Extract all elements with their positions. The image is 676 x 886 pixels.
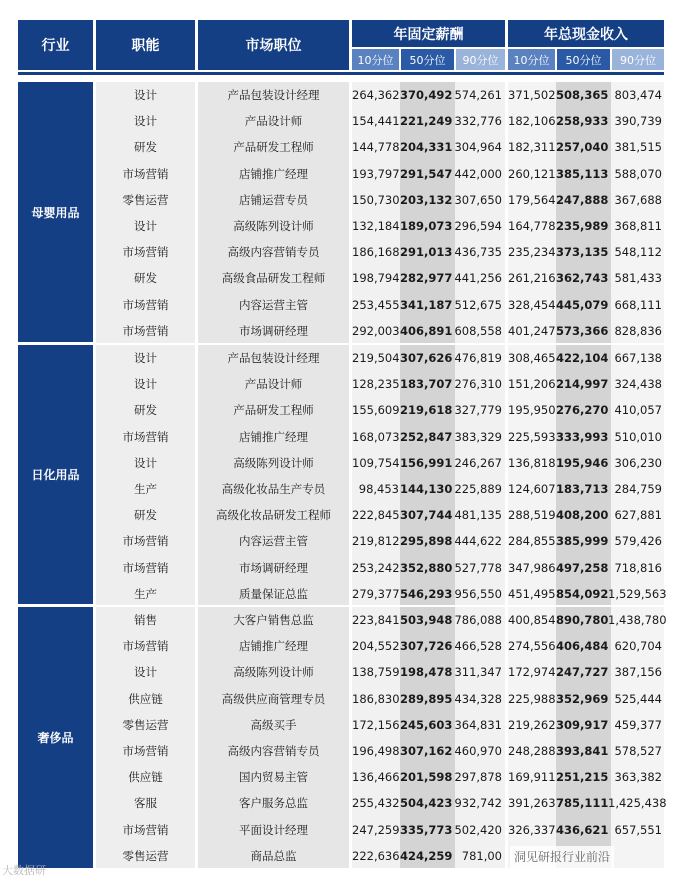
position-cell: 店铺推广经理 xyxy=(239,429,308,444)
position-cell: 国内贸易主管 xyxy=(239,770,308,785)
fixed-p90-cell: 527,778 xyxy=(454,560,502,575)
cash-p90-cell: 284,759 xyxy=(614,482,662,496)
position-cell: 高级陈列设计师 xyxy=(233,455,314,470)
fixed-p50-cell: 341,187 xyxy=(400,297,453,312)
cash-p10-cell: 261,216 xyxy=(508,271,556,286)
table-row xyxy=(0,345,676,371)
fixed-p10-cell: 172,156 xyxy=(352,717,400,732)
cash-p50-cell: 436,621 xyxy=(556,822,609,837)
table-row xyxy=(0,607,676,633)
fixed-p90-cell: 444,622 xyxy=(454,534,502,549)
fixed-p10-cell: 204,552 xyxy=(352,639,400,654)
cash-p90-cell: 627,881 xyxy=(614,508,662,523)
cash-p10-header: 10分位 xyxy=(508,49,555,70)
cash-p10-cell: 195,950 xyxy=(508,403,556,418)
cash-p90-cell: 828,836 xyxy=(614,323,662,338)
cash-p50-cell: 890,780 xyxy=(556,613,609,627)
table-row xyxy=(0,790,676,816)
position-cell: 质量保证总监 xyxy=(239,586,308,601)
cash-p10-cell: 219,262 xyxy=(508,717,556,732)
function-cell: 市场营销 xyxy=(122,166,169,181)
cash-p50-cell: 393,841 xyxy=(556,744,609,758)
cash-p50-cell: 854,092 xyxy=(556,586,609,601)
fixed-p10-cell: 98,453 xyxy=(358,482,399,496)
fixed-p50-cell: 546,293 xyxy=(400,586,453,601)
table-row xyxy=(0,817,676,843)
fixed-p10-cell: 253,242 xyxy=(352,560,400,575)
cash-p90-cell: 368,811 xyxy=(614,219,662,233)
cash-p90-cell: 579,426 xyxy=(614,534,662,549)
position-cell: 高级陈列设计师 xyxy=(233,665,314,680)
table-row xyxy=(0,213,676,239)
header-rule xyxy=(18,72,664,75)
position-cell: 高级内容营销专员 xyxy=(227,245,320,260)
cash-p10-cell: 248,288 xyxy=(508,744,556,758)
cash-p90-cell: 588,070 xyxy=(614,166,662,181)
table-row xyxy=(0,712,676,738)
cash-p10-cell: 400,854 xyxy=(508,613,556,627)
cash-p90-cell: 578,527 xyxy=(614,744,662,758)
fixed-p50-cell: 219,618 xyxy=(400,403,453,418)
cash-p90-cell: 718,816 xyxy=(614,560,662,575)
table-row xyxy=(0,292,676,318)
function-cell: 销售 xyxy=(134,613,157,627)
function-cell: 市场营销 xyxy=(122,534,169,549)
function-cell: 供应链 xyxy=(128,691,163,706)
fixed-p50-cell: 307,744 xyxy=(400,508,453,523)
cash-p10-cell: 328,454 xyxy=(508,297,556,312)
cash-p50-cell: 251,215 xyxy=(556,770,609,785)
function-cell: 设计 xyxy=(134,665,157,680)
function-cell: 研发 xyxy=(134,403,157,418)
cash-p10-cell: 371,502 xyxy=(508,88,556,102)
fixed-p10-cell: 109,754 xyxy=(352,455,400,470)
cash-p90-cell: 459,377 xyxy=(614,717,662,732)
cash-p50-cell: 235,989 xyxy=(556,219,609,233)
fixed-p90-cell: 460,970 xyxy=(454,744,502,758)
fixed-p50-cell: 424,259 xyxy=(400,848,453,863)
cash-p10-cell: 347,986 xyxy=(508,560,556,575)
fixed-p50-cell: 282,977 xyxy=(400,271,453,286)
function-cell: 市场营销 xyxy=(122,639,169,654)
function-cell: 市场营销 xyxy=(122,323,169,338)
cash-p50-cell: 195,946 xyxy=(556,455,609,470)
function-column-header: 职能 xyxy=(96,20,195,70)
cash-p90-cell: 668,111 xyxy=(614,297,662,312)
function-cell: 设计 xyxy=(134,114,157,129)
fixed-p50-cell: 504,423 xyxy=(400,796,453,811)
cash-p90-cell: 306,230 xyxy=(614,455,662,470)
fixed-p90-cell: 332,776 xyxy=(454,114,502,129)
position-cell: 产品设计师 xyxy=(244,114,303,129)
fixed-p10-cell: 223,841 xyxy=(352,613,400,627)
fixed-p90-cell: 502,420 xyxy=(454,822,502,837)
fixed-p50-cell: 183,707 xyxy=(400,377,453,392)
fixed-p90-cell: 608,558 xyxy=(454,323,502,338)
fixed-p50-cell: 252,847 xyxy=(400,429,453,444)
table-row xyxy=(0,450,676,476)
function-cell: 设计 xyxy=(134,351,157,365)
cash-p10-cell: 136,818 xyxy=(508,455,556,470)
fixed-p10-cell: 222,845 xyxy=(352,508,400,523)
table-row xyxy=(0,686,676,712)
table-row xyxy=(0,187,676,213)
fixed-p90-cell: 327,779 xyxy=(454,403,502,418)
function-cell: 市场营销 xyxy=(122,822,169,837)
cash-p10-cell: 151,206 xyxy=(508,377,556,392)
fixed-p10-cell: 219,504 xyxy=(352,351,400,365)
cash-p50-header: 50分位 xyxy=(557,49,610,70)
table-row xyxy=(0,738,676,764)
watermark-left: 大数据研 xyxy=(2,864,46,877)
fixed-p90-cell: 476,819 xyxy=(454,351,502,365)
fixed-p10-cell: 186,830 xyxy=(352,691,400,706)
position-cell: 高级内容营销专员 xyxy=(227,744,320,758)
fixed-p50-cell: 189,073 xyxy=(400,219,453,233)
position-cell: 高级化妆品研发工程师 xyxy=(216,508,331,523)
fixed-p50-cell: 307,162 xyxy=(400,744,453,758)
fixed-p10-cell: 136,466 xyxy=(352,770,400,785)
cash-p10-cell: 172,974 xyxy=(508,665,556,680)
cash-p90-cell: 367,688 xyxy=(614,192,662,207)
position-cell: 产品包装设计经理 xyxy=(227,351,320,365)
fixed-p50-cell: 307,726 xyxy=(400,639,453,654)
fixed-p10-cell: 193,797 xyxy=(352,166,400,181)
cash-p50-cell: 352,969 xyxy=(556,691,609,706)
fixed-p10-cell: 264,362 xyxy=(352,88,400,102)
table-row xyxy=(0,82,676,108)
cash-p10-cell: 235,234 xyxy=(508,245,556,260)
cash-p50-cell: 309,917 xyxy=(556,717,609,732)
fixed-p10-cell: 198,794 xyxy=(352,271,400,286)
fixed-p90-cell: 436,735 xyxy=(454,245,502,260)
cash-p10-cell: 225,593 xyxy=(508,429,556,444)
table-row xyxy=(0,633,676,659)
cash-p50-cell: 373,135 xyxy=(556,245,609,260)
fixed-p10-cell: 247,259 xyxy=(352,822,400,837)
table-row xyxy=(0,161,676,187)
cash-p10-cell: 169,911 xyxy=(508,770,556,785)
table-row xyxy=(0,265,676,291)
cash-p90-cell: 1,529,563 xyxy=(608,586,667,601)
cash-p90-cell: 510,010 xyxy=(614,429,662,444)
position-cell: 高级陈列设计师 xyxy=(233,219,314,233)
fixed-p90-cell: 512,675 xyxy=(454,297,502,312)
table-row xyxy=(0,108,676,134)
cash-p10-cell: 391,263 xyxy=(508,796,556,811)
fixed-p90-cell: 304,964 xyxy=(454,140,502,155)
fixed-p50-cell: 201,598 xyxy=(400,770,453,785)
fixed-p10-cell: 196,498 xyxy=(352,744,400,758)
cash-p50-cell: 497,258 xyxy=(556,560,609,575)
fixed-p10-cell: 154,441 xyxy=(352,114,400,129)
function-cell: 零售运营 xyxy=(122,717,169,732)
cash-p10-cell: 182,311 xyxy=(508,140,556,155)
cash-p50-cell: 276,270 xyxy=(556,403,609,418)
cash-p90-header: 90分位 xyxy=(612,49,664,70)
table-row xyxy=(0,371,676,397)
position-cell: 内容运营主管 xyxy=(239,297,308,312)
position-cell: 平面设计经理 xyxy=(239,822,308,837)
cash-p90-cell: 387,156 xyxy=(614,665,662,680)
fixed-p50-cell: 307,626 xyxy=(400,351,453,365)
fixed-p90-cell: 296,594 xyxy=(454,219,502,233)
fixed-p10-cell: 138,759 xyxy=(352,665,400,680)
fixed-p10-cell: 168,073 xyxy=(352,429,400,444)
fixed-p90-cell: 311,347 xyxy=(454,665,502,680)
position-cell: 客户服务总监 xyxy=(239,796,308,811)
position-cell: 市场调研经理 xyxy=(239,323,308,338)
function-cell: 市场营销 xyxy=(122,560,169,575)
fixed-p50-cell: 291,013 xyxy=(400,245,453,260)
cash-p50-cell: 247,727 xyxy=(556,665,609,680)
function-cell: 研发 xyxy=(134,140,157,155)
table-row xyxy=(0,659,676,685)
function-cell: 设计 xyxy=(134,88,157,102)
fixed-p50-cell: 406,891 xyxy=(400,323,453,338)
fixed-p10-cell: 219,812 xyxy=(352,534,400,549)
fixed-p10-header: 10分位 xyxy=(352,49,399,70)
cash-p50-cell: 422,104 xyxy=(556,351,609,365)
position-cell: 产品研发工程师 xyxy=(233,403,314,418)
fixed-p90-cell: 481,135 xyxy=(454,508,502,523)
position-cell: 市场调研经理 xyxy=(239,560,308,575)
table-row xyxy=(0,764,676,790)
cash-p10-cell: 274,556 xyxy=(508,639,556,654)
position-cell: 高级买手 xyxy=(250,717,297,732)
fixed-p10-cell: 292,003 xyxy=(352,323,400,338)
fixed-p10-cell: 150,730 xyxy=(352,192,400,207)
table-row xyxy=(0,318,676,344)
cash-p10-cell: 164,778 xyxy=(508,219,556,233)
fixed-p10-cell: 255,432 xyxy=(352,796,400,811)
cash-p10-cell: 260,121 xyxy=(508,166,556,181)
position-cell: 店铺推广经理 xyxy=(239,639,308,654)
function-cell: 客服 xyxy=(134,796,157,811)
fixed-p90-cell: 441,256 xyxy=(454,271,502,286)
fixed-p90-cell: 442,000 xyxy=(454,166,502,181)
fixed-p10-cell: 128,235 xyxy=(352,377,400,392)
cash-p10-cell: 401,247 xyxy=(508,323,556,338)
cash-p50-cell: 573,366 xyxy=(556,323,609,338)
cash-p10-cell: 308,465 xyxy=(508,351,556,365)
industry-label-luxury: 奢侈品 xyxy=(18,607,93,868)
cash-p50-cell: 508,365 xyxy=(556,88,609,102)
fixed-p10-cell: 186,168 xyxy=(352,245,400,260)
cash-p50-cell: 214,997 xyxy=(556,377,609,392)
position-cell: 店铺运营专员 xyxy=(239,192,308,207)
fixed-p50-cell: 144,130 xyxy=(400,482,453,496)
fixed-p90-cell: 246,267 xyxy=(454,455,502,470)
fixed-p50-cell: 204,331 xyxy=(400,140,453,155)
fixed-p50-cell: 503,948 xyxy=(400,613,453,627)
table-row xyxy=(0,424,676,450)
cash-p90-cell: 657,551 xyxy=(614,822,662,837)
cash-p10-cell: 225,988 xyxy=(508,691,556,706)
total-cash-header: 年总现金收入 xyxy=(508,20,664,47)
fixed-p90-cell: 307,650 xyxy=(454,192,502,207)
position-cell: 商品总监 xyxy=(250,848,297,863)
fixed-p10-cell: 279,377 xyxy=(352,586,400,601)
fixed-p90-cell: 956,550 xyxy=(454,586,502,601)
position-cell: 高级供应商管理专员 xyxy=(221,691,326,706)
function-cell: 生产 xyxy=(134,586,157,601)
cash-p50-cell: 247,888 xyxy=(556,192,609,207)
fixed-p50-cell: 370,492 xyxy=(400,88,453,102)
table-row xyxy=(0,134,676,160)
cash-p90-cell: 381,515 xyxy=(614,140,662,155)
function-cell: 研发 xyxy=(134,271,157,286)
cash-p90-cell: 1,438,780 xyxy=(608,613,667,627)
position-cell: 产品研发工程师 xyxy=(233,140,314,155)
cash-p50-cell: 408,200 xyxy=(556,508,609,523)
fixed-p90-cell: 364,831 xyxy=(454,717,502,732)
position-cell: 大客户销售总监 xyxy=(233,613,314,627)
fixed-p90-cell: 434,328 xyxy=(454,691,502,706)
fixed-p90-cell: 383,329 xyxy=(454,429,502,444)
fixed-p10-cell: 155,609 xyxy=(352,403,400,418)
position-cell: 产品包装设计经理 xyxy=(227,88,320,102)
fixed-p90-cell: 786,088 xyxy=(454,613,502,627)
function-cell: 市场营销 xyxy=(122,297,169,312)
cash-p90-cell: 803,474 xyxy=(614,88,662,102)
fixed-p90-cell: 297,878 xyxy=(454,770,502,785)
fixed-p50-cell: 203,132 xyxy=(400,192,453,207)
cash-p90-cell: 1,425,438 xyxy=(608,796,667,811)
fixed-p90-cell: 466,528 xyxy=(454,639,502,654)
position-column-header: 市场职位 xyxy=(198,20,349,70)
position-cell: 店铺推广经理 xyxy=(239,166,308,181)
function-cell: 设计 xyxy=(134,219,157,233)
table-row xyxy=(0,502,676,528)
fixed-p10-cell: 144,778 xyxy=(352,140,400,155)
cash-p10-cell: 124,607 xyxy=(508,482,556,496)
cash-p90-cell: 548,112 xyxy=(614,245,662,260)
cash-p90-cell: 410,057 xyxy=(614,403,662,418)
cash-p10-cell: 288,519 xyxy=(508,508,556,523)
function-cell: 零售运营 xyxy=(122,192,169,207)
cash-p90-cell: 667,138 xyxy=(614,351,662,365)
cash-p90-cell: 363,382 xyxy=(614,770,662,785)
cash-p50-cell: 445,079 xyxy=(556,297,609,312)
function-cell: 研发 xyxy=(134,508,157,523)
cash-p50-cell: 333,993 xyxy=(556,429,609,444)
fixed-p90-cell: 276,310 xyxy=(454,377,502,392)
position-cell: 高级化妆品生产专员 xyxy=(221,482,326,496)
fixed-p50-cell: 335,773 xyxy=(400,822,453,837)
fixed-p50-cell: 245,603 xyxy=(400,717,453,732)
function-cell: 市场营销 xyxy=(122,744,169,758)
cash-p10-cell: 451,495 xyxy=(508,586,556,601)
cash-p50-cell: 385,999 xyxy=(556,534,609,549)
cash-p90-cell: 525,444 xyxy=(614,691,662,706)
fixed-p50-cell: 198,478 xyxy=(400,665,453,680)
cash-p50-cell: 257,040 xyxy=(556,140,609,155)
fixed-p10-cell: 132,184 xyxy=(352,219,400,233)
fixed-p90-cell: 781,00 xyxy=(461,848,502,863)
table-row xyxy=(0,397,676,423)
cash-p50-cell: 258,933 xyxy=(556,114,609,129)
fixed-p50-cell: 156,991 xyxy=(400,455,453,470)
cash-p50-cell: 183,713 xyxy=(556,482,609,496)
position-cell: 高级食品研发工程师 xyxy=(221,271,326,286)
fixed-p90-cell: 574,261 xyxy=(454,88,502,102)
fixed-p50-cell: 221,249 xyxy=(400,114,453,129)
position-cell: 内容运营主管 xyxy=(239,534,308,549)
fixed-p50-cell: 352,880 xyxy=(400,560,453,575)
function-cell: 供应链 xyxy=(128,770,163,785)
function-cell: 生产 xyxy=(134,482,157,496)
cash-p90-cell: 620,704 xyxy=(614,639,662,654)
cash-p10-cell: 179,564 xyxy=(508,192,556,207)
fixed-p50-cell: 289,895 xyxy=(400,691,453,706)
cash-p90-cell xyxy=(608,843,662,869)
function-cell: 市场营销 xyxy=(122,245,169,260)
fixed-p10-cell: 253,455 xyxy=(352,297,400,312)
function-cell: 设计 xyxy=(134,377,157,392)
watermark-right: 洞见研报行业前沿 xyxy=(510,846,614,868)
cash-p90-cell: 390,739 xyxy=(614,114,662,129)
cash-p10-cell: 284,855 xyxy=(508,534,556,549)
table-row xyxy=(0,528,676,554)
cash-p90-cell: 581,433 xyxy=(614,271,662,286)
cash-p50-cell: 406,484 xyxy=(556,639,609,654)
fixed-p90-cell: 225,889 xyxy=(454,482,502,496)
fixed-p50-cell: 291,547 xyxy=(400,166,453,181)
cash-p10-cell: 326,337 xyxy=(508,822,556,837)
fixed-p90-header: 90分位 xyxy=(456,49,505,70)
table-row xyxy=(0,239,676,265)
cash-p50-cell: 362,743 xyxy=(556,271,609,286)
cash-p10-cell: 182,106 xyxy=(508,114,556,129)
fixed-p90-cell: 932,742 xyxy=(454,796,502,811)
industry-label-maternal: 母婴用品 xyxy=(18,82,93,342)
fixed-p50-header: 50分位 xyxy=(401,49,454,70)
fixed-p10-cell: 222,636 xyxy=(352,848,400,863)
function-cell: 零售运营 xyxy=(122,848,169,863)
industry-label-daily-chemical: 日化用品 xyxy=(18,345,93,604)
industry-column-header: 行业 xyxy=(18,20,93,70)
cash-p50-cell: 785,111 xyxy=(556,796,609,811)
table-row xyxy=(0,555,676,581)
table-row xyxy=(0,581,676,607)
table-row xyxy=(0,476,676,502)
position-cell: 产品设计师 xyxy=(244,377,303,392)
function-cell: 市场营销 xyxy=(122,429,169,444)
cash-p50-cell: 385,113 xyxy=(556,166,609,181)
cash-p90-cell: 324,438 xyxy=(614,377,662,392)
fixed-p50-cell: 295,898 xyxy=(400,534,453,549)
fixed-salary-header: 年固定薪酬 xyxy=(352,20,505,47)
function-cell: 设计 xyxy=(134,455,157,470)
